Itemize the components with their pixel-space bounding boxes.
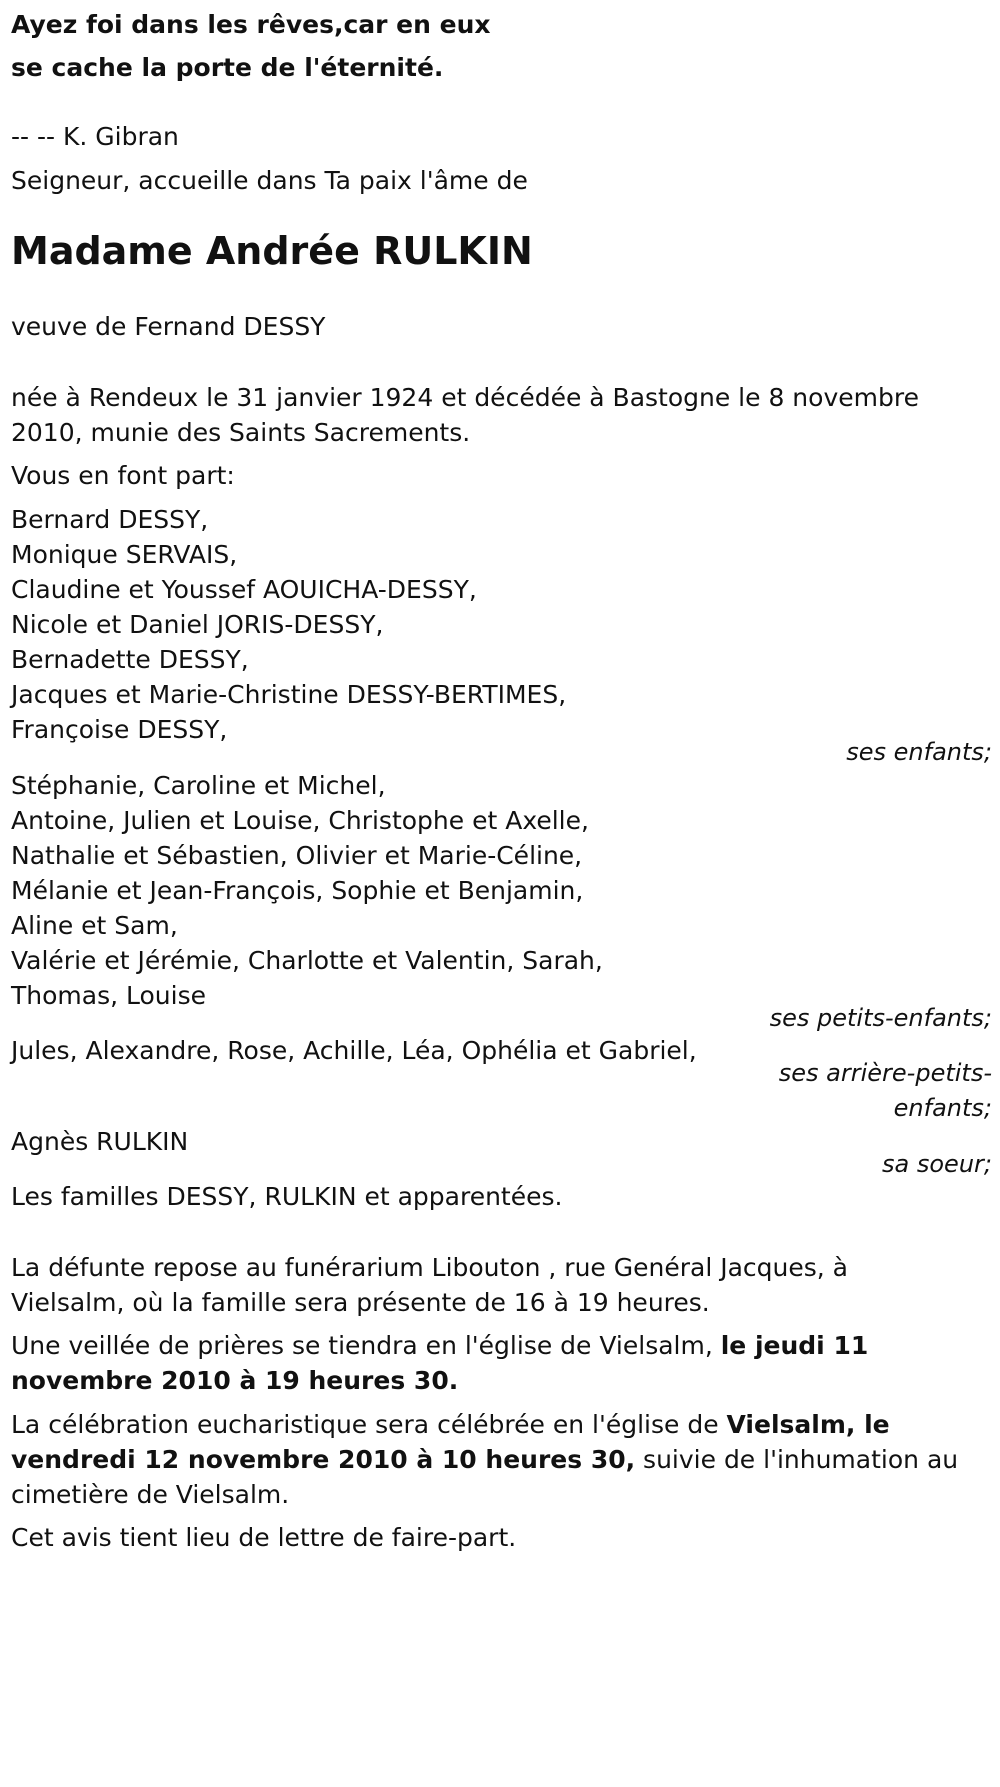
child-name: Nicole et Daniel JORIS-DESSY, bbox=[11, 610, 384, 639]
vigil-line-1 bbox=[11, 1326, 996, 1366]
vigil-text: Une veillée de prières se tiendra en l'église de Vielsalm, bbox=[11, 1331, 721, 1360]
quote-author: -- -- K. Gibran bbox=[11, 122, 179, 151]
closing-line: Cet avis tient lieu de lettre de faire-part. bbox=[11, 1523, 517, 1552]
ceremony-line-1 bbox=[11, 1405, 996, 1445]
grandchild-name: Valérie et Jérémie, Charlotte et Valentin, Sarah, bbox=[11, 946, 603, 975]
sister-relation: sa soeur; bbox=[882, 1150, 992, 1178]
families-line: Les familles DESSY, RULKIN et apparentées. bbox=[11, 1182, 563, 1211]
prayer-line: Seigneur, accueille dans Ta paix l'âme de bbox=[11, 166, 528, 195]
grandchild-name: Stéphanie, Caroline et Michel, bbox=[11, 771, 386, 800]
child-name: Jacques et Marie-Christine DESSY-BERTIMES, bbox=[11, 680, 567, 709]
grandchildren-relation: ses petits-enfants; bbox=[769, 1004, 992, 1032]
announce-intro: Vous en font part: bbox=[11, 461, 235, 490]
funerarium-line-2: Vielsalm, où la famille sera présente de 16 à 19 heures. bbox=[11, 1288, 710, 1317]
birth-death-line-1: née à Rendeux le 31 janvier 1924 et décédée à Bastogne le 8 novembre bbox=[11, 383, 919, 412]
children-relation: ses enfants; bbox=[846, 738, 992, 766]
grandchild-name: Antoine, Julien et Louise, Christophe et Axelle, bbox=[11, 806, 589, 835]
child-name: Bernadette DESSY, bbox=[11, 645, 249, 674]
ceremony-place: Vielsalm, le bbox=[726, 1410, 890, 1439]
grandchild-name: Aline et Sam, bbox=[11, 911, 178, 940]
child-name: Bernard DESSY, bbox=[11, 505, 209, 534]
grandchild-name: Mélanie et Jean-François, Sophie et Benjamin, bbox=[11, 876, 584, 905]
ceremony-date: vendredi 12 novembre 2010 à 10 heures 30, bbox=[11, 1445, 636, 1474]
vigil-line-2: novembre 2010 à 19 heures 30. bbox=[11, 1366, 459, 1395]
funerarium-line-1: La défunte repose au funérarium Libouton , rue Genéral Jacques, à bbox=[11, 1253, 848, 1282]
child-name: Françoise DESSY, bbox=[11, 715, 228, 744]
widow-of: veuve de Fernand DESSY bbox=[11, 312, 326, 341]
quote-line-1: Ayez foi dans les rêves,car en eux bbox=[11, 10, 491, 39]
grandchild-name: Nathalie et Sébastien, Olivier et Marie-Céline, bbox=[11, 841, 583, 870]
great-grandchildren-relation-1: ses arrière-petits- bbox=[778, 1059, 992, 1087]
ceremony-text: La célébration eucharistique sera célébrée en l'église de bbox=[11, 1410, 727, 1439]
child-name: Claudine et Youssef AOUICHA-DESSY, bbox=[11, 575, 477, 604]
grandchild-name: Thomas, Louise bbox=[11, 981, 206, 1010]
vigil-date: le jeudi 11 bbox=[720, 1331, 869, 1360]
ceremony-line-3: cimetière de Vielsalm. bbox=[11, 1480, 290, 1509]
great-grandchildren-relation-2: enfants; bbox=[893, 1094, 992, 1122]
quote-line-2: se cache la porte de l'éternité. bbox=[11, 53, 444, 82]
great-grandchild-names: Jules, Alexandre, Rose, Achille, Léa, Ophélia et Gabriel, bbox=[11, 1036, 697, 1065]
sister-name: Agnès RULKIN bbox=[11, 1127, 189, 1156]
ceremony-burial: suivie de l'inhumation au bbox=[635, 1445, 959, 1474]
ceremony-line-2 bbox=[11, 1440, 996, 1480]
child-name: Monique SERVAIS, bbox=[11, 540, 238, 569]
deceased-name: Madame Andrée RULKIN bbox=[11, 229, 533, 273]
birth-death-line-2: 2010, munie des Saints Sacrements. bbox=[11, 418, 471, 447]
